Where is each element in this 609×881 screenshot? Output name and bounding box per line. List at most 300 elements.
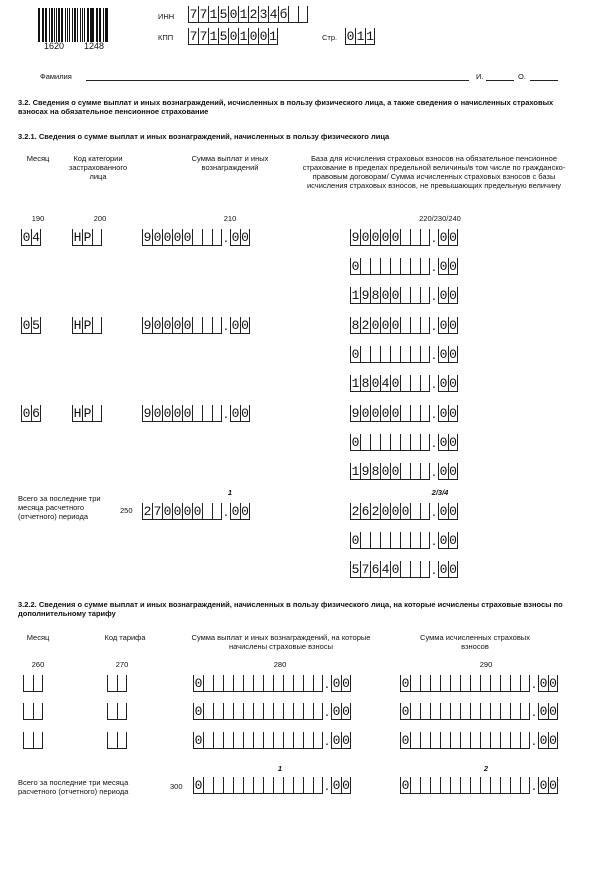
char-cell [420, 317, 430, 334]
total-base-field-integer[interactable] [350, 503, 430, 520]
decimal-point: . [532, 732, 536, 748]
base-field [350, 462, 458, 480]
kpp-label: КПП [158, 33, 174, 42]
kpp-cells[interactable] [188, 28, 278, 45]
char-cell: 0 [229, 7, 238, 22]
month-cells[interactable] [23, 703, 43, 720]
sum-field-322-integer[interactable] [193, 675, 323, 692]
char-cell [303, 777, 313, 794]
char-cell [263, 675, 273, 692]
char-cell: 7 [199, 7, 208, 22]
char-cell [390, 346, 400, 363]
name-label: И. [476, 72, 484, 81]
decimal-point: . [432, 287, 436, 303]
char-cell: 0 [229, 29, 238, 44]
contrib-field [400, 674, 558, 692]
char-cell: 0 [371, 318, 380, 333]
char-cell [460, 675, 470, 692]
char-cell [520, 777, 530, 794]
total-col2-label-322: 2 [483, 764, 489, 773]
decimal-point: . [224, 405, 228, 421]
char-cell [203, 732, 213, 749]
char-cell [33, 732, 43, 749]
code-190: 190 [31, 214, 45, 223]
char-cell [380, 434, 390, 451]
char-cell: 0 [449, 435, 457, 450]
char-cell: 8 [351, 318, 360, 333]
base-field-integer[interactable] [350, 258, 430, 275]
char-cell [480, 675, 490, 692]
decimal-point: . [532, 703, 536, 719]
total-contrib-field-integer[interactable] [400, 777, 530, 794]
base-field-integer[interactable] [350, 287, 430, 304]
total-base-field [350, 531, 458, 549]
char-cell [430, 777, 440, 794]
char-cell: 3 [259, 7, 268, 22]
inn-field[interactable] [188, 5, 308, 23]
total-col1-label: 1 [227, 488, 233, 497]
char-cell: Н [73, 318, 82, 333]
char-cell: 1 [239, 7, 248, 22]
total-sum-field-decimal[interactable] [230, 503, 250, 520]
code-290: 290 [479, 660, 493, 669]
char-cell: 0 [342, 676, 350, 691]
char-cell [202, 317, 212, 334]
char-cell: 1 [209, 29, 218, 44]
char-cell: 0 [381, 464, 390, 479]
char-cell [410, 375, 420, 392]
char-cell: 0 [401, 778, 410, 793]
decimal-point: . [432, 503, 436, 519]
sum-field [142, 316, 250, 334]
code-220-230-240: 220/230/240 [419, 214, 461, 223]
barcode-bar [74, 8, 76, 42]
char-cell: 0 [449, 406, 457, 421]
decimal-point: . [432, 405, 436, 421]
month-cells[interactable] [21, 229, 41, 246]
char-cell [390, 532, 400, 549]
char-cell: 5 [351, 562, 360, 577]
char-cell: 0 [449, 259, 457, 274]
decimal-point: . [432, 346, 436, 362]
base-field-integer[interactable] [350, 463, 430, 480]
base-field-decimal[interactable] [438, 287, 458, 304]
contrib-field-integer[interactable] [400, 703, 530, 720]
char-cell: 0 [391, 376, 400, 391]
total-base-field [350, 560, 458, 578]
sum-field-322-integer[interactable] [193, 732, 323, 749]
char-cell [510, 703, 520, 720]
char-cell [313, 777, 323, 794]
month-field [21, 228, 41, 246]
char-cell [233, 703, 243, 720]
char-cell [420, 229, 430, 246]
char-cell: 8 [371, 288, 380, 303]
char-cell: 0 [194, 676, 203, 691]
char-cell [283, 675, 293, 692]
char-cell [23, 703, 33, 720]
sum-field-322 [193, 731, 351, 749]
char-cell [92, 229, 102, 246]
char-cell [520, 703, 530, 720]
char-cell: 0 [183, 406, 192, 421]
sum-field-322 [193, 702, 351, 720]
base-field-integer[interactable] [350, 375, 430, 392]
barcode-bar [99, 8, 101, 42]
col-base-header: База для исчисления страховых взносов на обязательное пенсионное страхование в пределах предельной величины/в том числе по гражданско-правовым договорам/ Сумма исчисленных страховых взносов с базы исчисления страховых взносов, не превышающих предельную величину [302, 154, 566, 190]
char-cell: Н [73, 406, 82, 421]
char-cell [520, 732, 530, 749]
char-cell [420, 405, 430, 422]
char-cell: 0 [153, 318, 162, 333]
decimal-point: . [432, 532, 436, 548]
char-cell: Р [83, 230, 92, 245]
char-cell [390, 258, 400, 275]
char-cell [400, 405, 410, 422]
decimal-point: . [224, 229, 228, 245]
total-sum-field [142, 502, 250, 520]
char-cell: 0 [381, 288, 390, 303]
base-field-decimal[interactable] [438, 229, 458, 246]
sum-field-integer[interactable] [142, 405, 222, 422]
char-cell: 0 [539, 778, 548, 793]
char-cell [243, 777, 253, 794]
char-cell [400, 287, 410, 304]
char-cell: 0 [449, 347, 457, 362]
char-cell [400, 463, 410, 480]
char-cell: Р [83, 318, 92, 333]
char-cell [400, 346, 410, 363]
char-cell: 0 [549, 676, 557, 691]
surname-line[interactable] [86, 80, 469, 81]
page-number-field[interactable] [345, 27, 375, 45]
char-cell: 7 [189, 7, 198, 22]
base-field-decimal[interactable] [438, 258, 458, 275]
barcode-bar [87, 8, 89, 42]
sum-field-322-decimal[interactable] [331, 675, 351, 692]
total-base-field-decimal[interactable] [438, 503, 458, 520]
char-cell: 2 [143, 504, 152, 519]
contrib-field-decimal[interactable] [538, 732, 558, 749]
base-field-integer[interactable] [350, 317, 430, 334]
char-cell [470, 703, 480, 720]
char-cell [293, 777, 303, 794]
char-cell [410, 463, 420, 480]
char-cell [380, 532, 390, 549]
total-contrib-field-decimal[interactable] [538, 777, 558, 794]
contrib-field-decimal[interactable] [538, 703, 558, 720]
barcode-left-number: 1620 [44, 41, 65, 51]
col-contrib-header: Сумма исчисленных страховых взносов [420, 633, 530, 651]
char-cell [380, 258, 390, 275]
char-cell: 0 [549, 733, 557, 748]
char-cell: 0 [371, 230, 380, 245]
total-col2-label: 2/3/4 [431, 488, 449, 497]
total-base-field-integer[interactable] [350, 561, 430, 578]
barcode-bar [42, 8, 43, 42]
char-cell: 8 [371, 464, 380, 479]
base-field-integer[interactable] [350, 434, 430, 451]
char-cell: 1 [366, 29, 374, 44]
sum-field-decimal[interactable] [230, 317, 250, 334]
barcode-bar [96, 8, 97, 42]
char-cell [410, 675, 420, 692]
decimal-point: . [224, 317, 228, 333]
char-cell [360, 532, 370, 549]
decimal-point: . [532, 675, 536, 691]
char-cell: 0 [439, 376, 448, 391]
base-field-decimal[interactable] [438, 434, 458, 451]
char-cell [253, 777, 263, 794]
section-3-2-title: 3.2. Сведения о сумме выплат и иных вознаграждений, исчисленных в пользу физического лица, а также сведения о начисленных страховых взносах на обязательное пенсионное страхование [18, 98, 554, 116]
char-cell [360, 434, 370, 451]
sum-field-decimal[interactable] [230, 405, 250, 422]
char-cell [390, 434, 400, 451]
char-cell: 0 [549, 778, 557, 793]
decimal-point: . [432, 463, 436, 479]
patronymic-label: О. [518, 72, 526, 81]
base-field-integer[interactable] [350, 346, 430, 363]
inn-label: ИНН [158, 12, 175, 21]
char-cell: 0 [401, 504, 410, 519]
char-cell [520, 675, 530, 692]
char-cell: 2 [249, 7, 258, 22]
char-cell: 0 [449, 533, 457, 548]
base-field-decimal[interactable] [438, 346, 458, 363]
decimal-point: . [432, 561, 436, 577]
decimal-point: . [432, 434, 436, 450]
base-field [350, 374, 458, 392]
char-cell [283, 777, 293, 794]
char-cell: 7 [199, 29, 208, 44]
tariff-cells[interactable] [107, 675, 127, 692]
base-field-integer[interactable] [350, 229, 430, 246]
char-cell [450, 675, 460, 692]
char-cell [313, 675, 323, 692]
char-cell [480, 703, 490, 720]
char-cell [420, 675, 430, 692]
total-sum-field-322-decimal[interactable] [331, 777, 351, 794]
char-cell: 0 [449, 376, 457, 391]
char-cell: 0 [173, 318, 182, 333]
char-cell: 0 [449, 562, 457, 577]
total-label-321: Всего за последние три месяца расчетного (отчетного) периода [18, 494, 101, 521]
char-cell: 4 [381, 562, 390, 577]
char-cell [400, 317, 410, 334]
code-200: 200 [93, 214, 107, 223]
char-cell [430, 703, 440, 720]
char-cell [203, 777, 213, 794]
total-base-field-decimal[interactable] [438, 532, 458, 549]
char-cell: 0 [381, 406, 390, 421]
char-cell: 0 [449, 318, 457, 333]
char-cell: 9 [351, 230, 360, 245]
category-cells[interactable] [72, 317, 102, 334]
total-sum-field-integer[interactable] [142, 503, 222, 520]
char-cell [213, 675, 223, 692]
base-field-integer[interactable] [350, 405, 430, 422]
char-cell: 2 [361, 318, 370, 333]
sum-field-integer[interactable] [142, 229, 222, 246]
inn-cells[interactable] [188, 6, 308, 23]
char-cell: 5 [219, 7, 228, 22]
barcode-bar [51, 8, 53, 42]
char-cell [23, 732, 33, 749]
char-cell [440, 777, 450, 794]
char-cell: 4 [381, 376, 390, 391]
category-cells[interactable] [72, 405, 102, 422]
tariff-cells[interactable] [107, 732, 127, 749]
char-cell [440, 675, 450, 692]
char-cell [117, 675, 127, 692]
category-cells[interactable] [72, 229, 102, 246]
char-cell: 5 [219, 29, 228, 44]
page-cells[interactable] [345, 28, 375, 45]
char-cell: 0 [439, 259, 448, 274]
code-280: 280 [273, 660, 287, 669]
total-sum-field-322-integer[interactable] [193, 777, 323, 794]
char-cell [117, 703, 127, 720]
contrib-field-integer[interactable] [400, 732, 530, 749]
decimal-point: . [325, 675, 329, 691]
base-field-decimal[interactable] [438, 375, 458, 392]
barcode-bar [80, 8, 81, 42]
char-cell [420, 503, 430, 520]
char-cell [420, 287, 430, 304]
char-cell [288, 6, 298, 23]
total-contrib-field [400, 776, 558, 794]
barcode-bar [91, 8, 93, 42]
char-cell [313, 703, 323, 720]
char-cell: 0 [391, 406, 400, 421]
char-cell: 0 [163, 318, 172, 333]
contrib-field [400, 702, 558, 720]
char-cell [370, 258, 380, 275]
char-cell [490, 732, 500, 749]
char-cell: 7 [361, 562, 370, 577]
char-cell: 0 [332, 778, 341, 793]
char-cell [400, 258, 410, 275]
barcode-bar [49, 8, 50, 42]
char-cell: 0 [449, 288, 457, 303]
patronymic-line[interactable] [530, 80, 558, 81]
month-cells[interactable] [23, 675, 43, 692]
char-cell: 0 [391, 230, 400, 245]
char-cell [400, 434, 410, 451]
char-cell [420, 258, 430, 275]
sum-field-322-decimal[interactable] [331, 732, 351, 749]
tariff-cells[interactable] [107, 703, 127, 720]
sum-field-322-integer[interactable] [193, 703, 323, 720]
barcode-bar [45, 8, 47, 42]
base-field-decimal[interactable] [438, 463, 458, 480]
char-cell [420, 346, 430, 363]
char-cell [480, 777, 490, 794]
char-cell [410, 287, 420, 304]
char-cell [510, 777, 520, 794]
char-cell [192, 317, 202, 334]
char-cell [480, 732, 490, 749]
month-field [21, 404, 41, 422]
char-cell [440, 732, 450, 749]
char-cell [380, 346, 390, 363]
char-cell: 0 [231, 230, 240, 245]
char-cell: 4 [269, 7, 278, 22]
barcode-bar [56, 8, 57, 42]
base-field-decimal[interactable] [438, 317, 458, 334]
char-cell: 8 [361, 376, 370, 391]
char-cell [370, 532, 380, 549]
char-cell: 0 [549, 704, 557, 719]
char-cell: 0 [241, 318, 249, 333]
char-cell [430, 675, 440, 692]
contrib-field-decimal[interactable] [538, 675, 558, 692]
char-cell [510, 675, 520, 692]
char-cell: Н [73, 230, 82, 245]
char-cell [410, 405, 420, 422]
barcode-right-number: 1248 [84, 41, 105, 51]
month-cells[interactable] [21, 405, 41, 422]
kpp-field[interactable] [188, 27, 278, 45]
base-field [350, 345, 458, 363]
sum-field-322-decimal[interactable] [331, 703, 351, 720]
surname-label: Фамилия [40, 72, 72, 81]
char-cell: 0 [439, 230, 448, 245]
base-field-decimal[interactable] [438, 405, 458, 422]
char-cell: 9 [143, 230, 152, 245]
char-cell [420, 463, 430, 480]
char-cell [223, 675, 233, 692]
total-sum-field-322 [193, 776, 351, 794]
char-cell [92, 405, 102, 422]
total-base-field [350, 502, 458, 520]
char-cell: 1 [239, 29, 248, 44]
char-cell [500, 675, 510, 692]
char-cell [253, 703, 263, 720]
char-cell: 9 [143, 406, 152, 421]
char-cell [500, 777, 510, 794]
char-cell [33, 703, 43, 720]
month-cells[interactable] [21, 317, 41, 334]
name-line[interactable] [486, 80, 514, 81]
sum-field-decimal[interactable] [230, 229, 250, 246]
char-cell [92, 317, 102, 334]
char-cell: 0 [391, 562, 400, 577]
char-cell [213, 777, 223, 794]
char-cell [420, 532, 430, 549]
char-cell: 7 [153, 504, 162, 519]
char-cell: 0 [449, 230, 457, 245]
char-cell: 0 [449, 504, 457, 519]
char-cell [293, 703, 303, 720]
char-cell: 0 [401, 704, 410, 719]
char-cell: 0 [183, 230, 192, 245]
char-cell [410, 258, 420, 275]
char-cell: 0 [193, 504, 202, 519]
char-cell: 1 [269, 29, 277, 44]
total-base-field-integer[interactable] [350, 532, 430, 549]
month-cells[interactable] [23, 732, 43, 749]
char-cell [303, 675, 313, 692]
barcode-bar [38, 8, 40, 42]
sum-field-integer[interactable] [142, 317, 222, 334]
char-cell [500, 732, 510, 749]
char-cell: 0 [173, 504, 182, 519]
total-base-field-decimal[interactable] [438, 561, 458, 578]
char-cell: 9 [143, 318, 152, 333]
char-cell: 0 [231, 504, 240, 519]
contrib-field-integer[interactable] [400, 675, 530, 692]
